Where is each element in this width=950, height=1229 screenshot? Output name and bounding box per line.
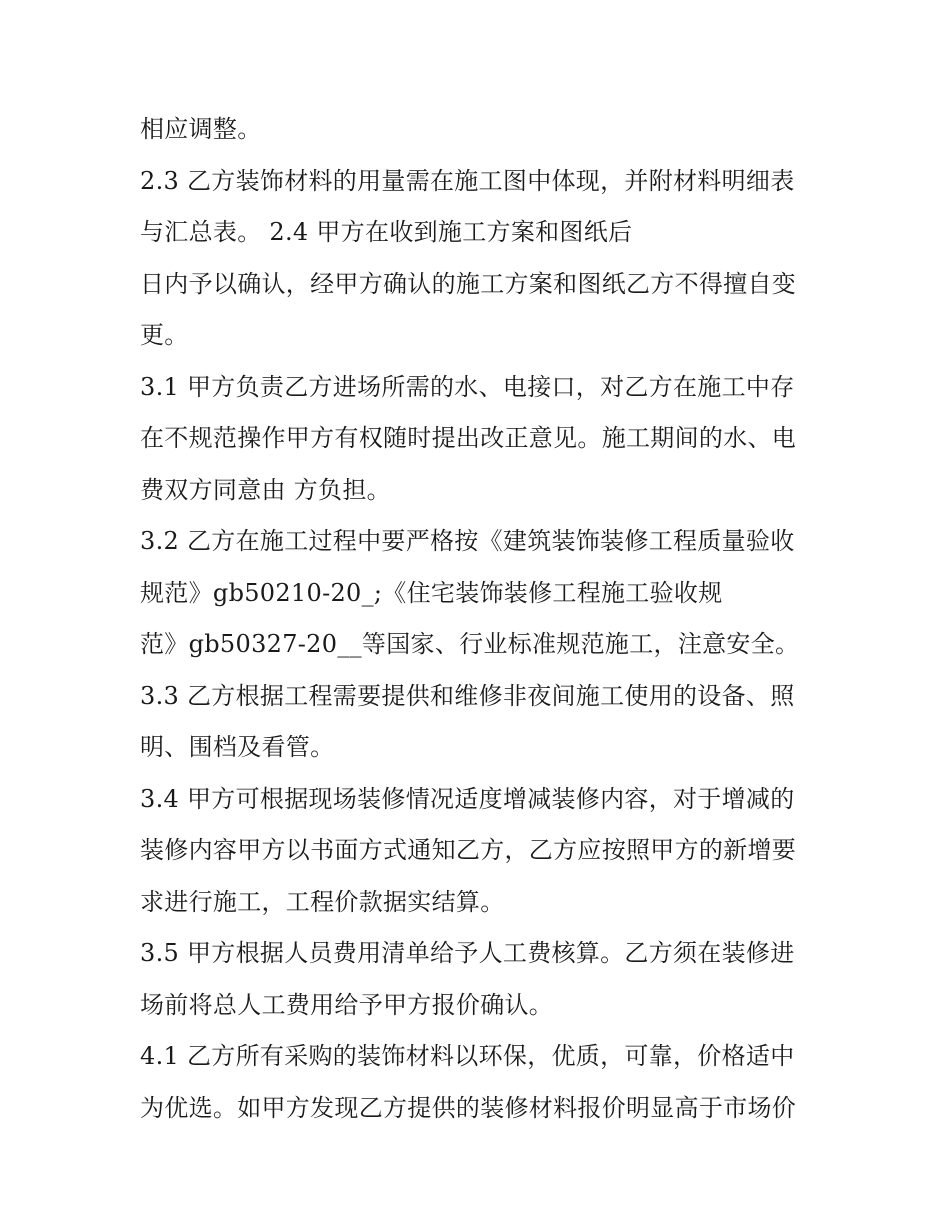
text-line: 3.3 乙方根据工程需要提供和维修非夜间施工使用的设备、照	[140, 681, 795, 710]
text-line: 4.1 乙方所有采购的装饰材料以环保，优质，可靠，价格适中	[140, 1042, 795, 1070]
text-line: 规范》gb50210-20_;《住宅装饰装修工程施工验收规	[140, 578, 723, 607]
text-line: 3.4 甲方可根据现场装修情况适度增减装修内容，对于增减的	[140, 784, 795, 813]
text-line: 在不规范操作甲方有权随时提出改正意见。施工期间的水、电	[140, 424, 797, 452]
text-line: 为优选。如甲方发现乙方提供的装修材料报价明显高于市场价	[140, 1093, 797, 1122]
text-line: 3.1 甲方负责乙方进场所需的水、电接口，对乙方在施工中存	[140, 372, 795, 401]
text-line: 3.2 乙方在施工过程中要严格按《建筑装饰装修工程质量验收	[140, 527, 795, 555]
text-line: 场前将总人工费用给予甲方报价确认。	[140, 990, 554, 1019]
text-line: 范》gb50327-20__等国家、行业标准规范施工，注意安全。	[140, 630, 800, 658]
text-line: 明、围档及看管。	[140, 733, 335, 761]
text-line: 相应调整。	[140, 115, 262, 143]
text-line: 日内予以确认，经甲方确认的施工方案和图纸乙方不得擅自变	[140, 269, 797, 298]
text-line: 与汇总表。 2.4 甲方在收到施工方案和图纸后	[140, 218, 633, 246]
text-line: 求进行施工，工程价款据实结算。	[140, 887, 505, 916]
text-line: 3.5 甲方根据人员费用清单给予人工费核算。乙方须在装修进	[140, 939, 795, 967]
document-body	[140, 104, 830, 1134]
text-line: 装修内容甲方以书面方式通知乙方，乙方应按照甲方的新增要	[140, 836, 797, 864]
text-line: 更。	[140, 321, 189, 349]
text-line: 费双方同意由 方负担。	[140, 475, 391, 504]
text-line: 2.3 乙方装饰材料的用量需在施工图中体现，并附材料明细表	[140, 166, 795, 195]
